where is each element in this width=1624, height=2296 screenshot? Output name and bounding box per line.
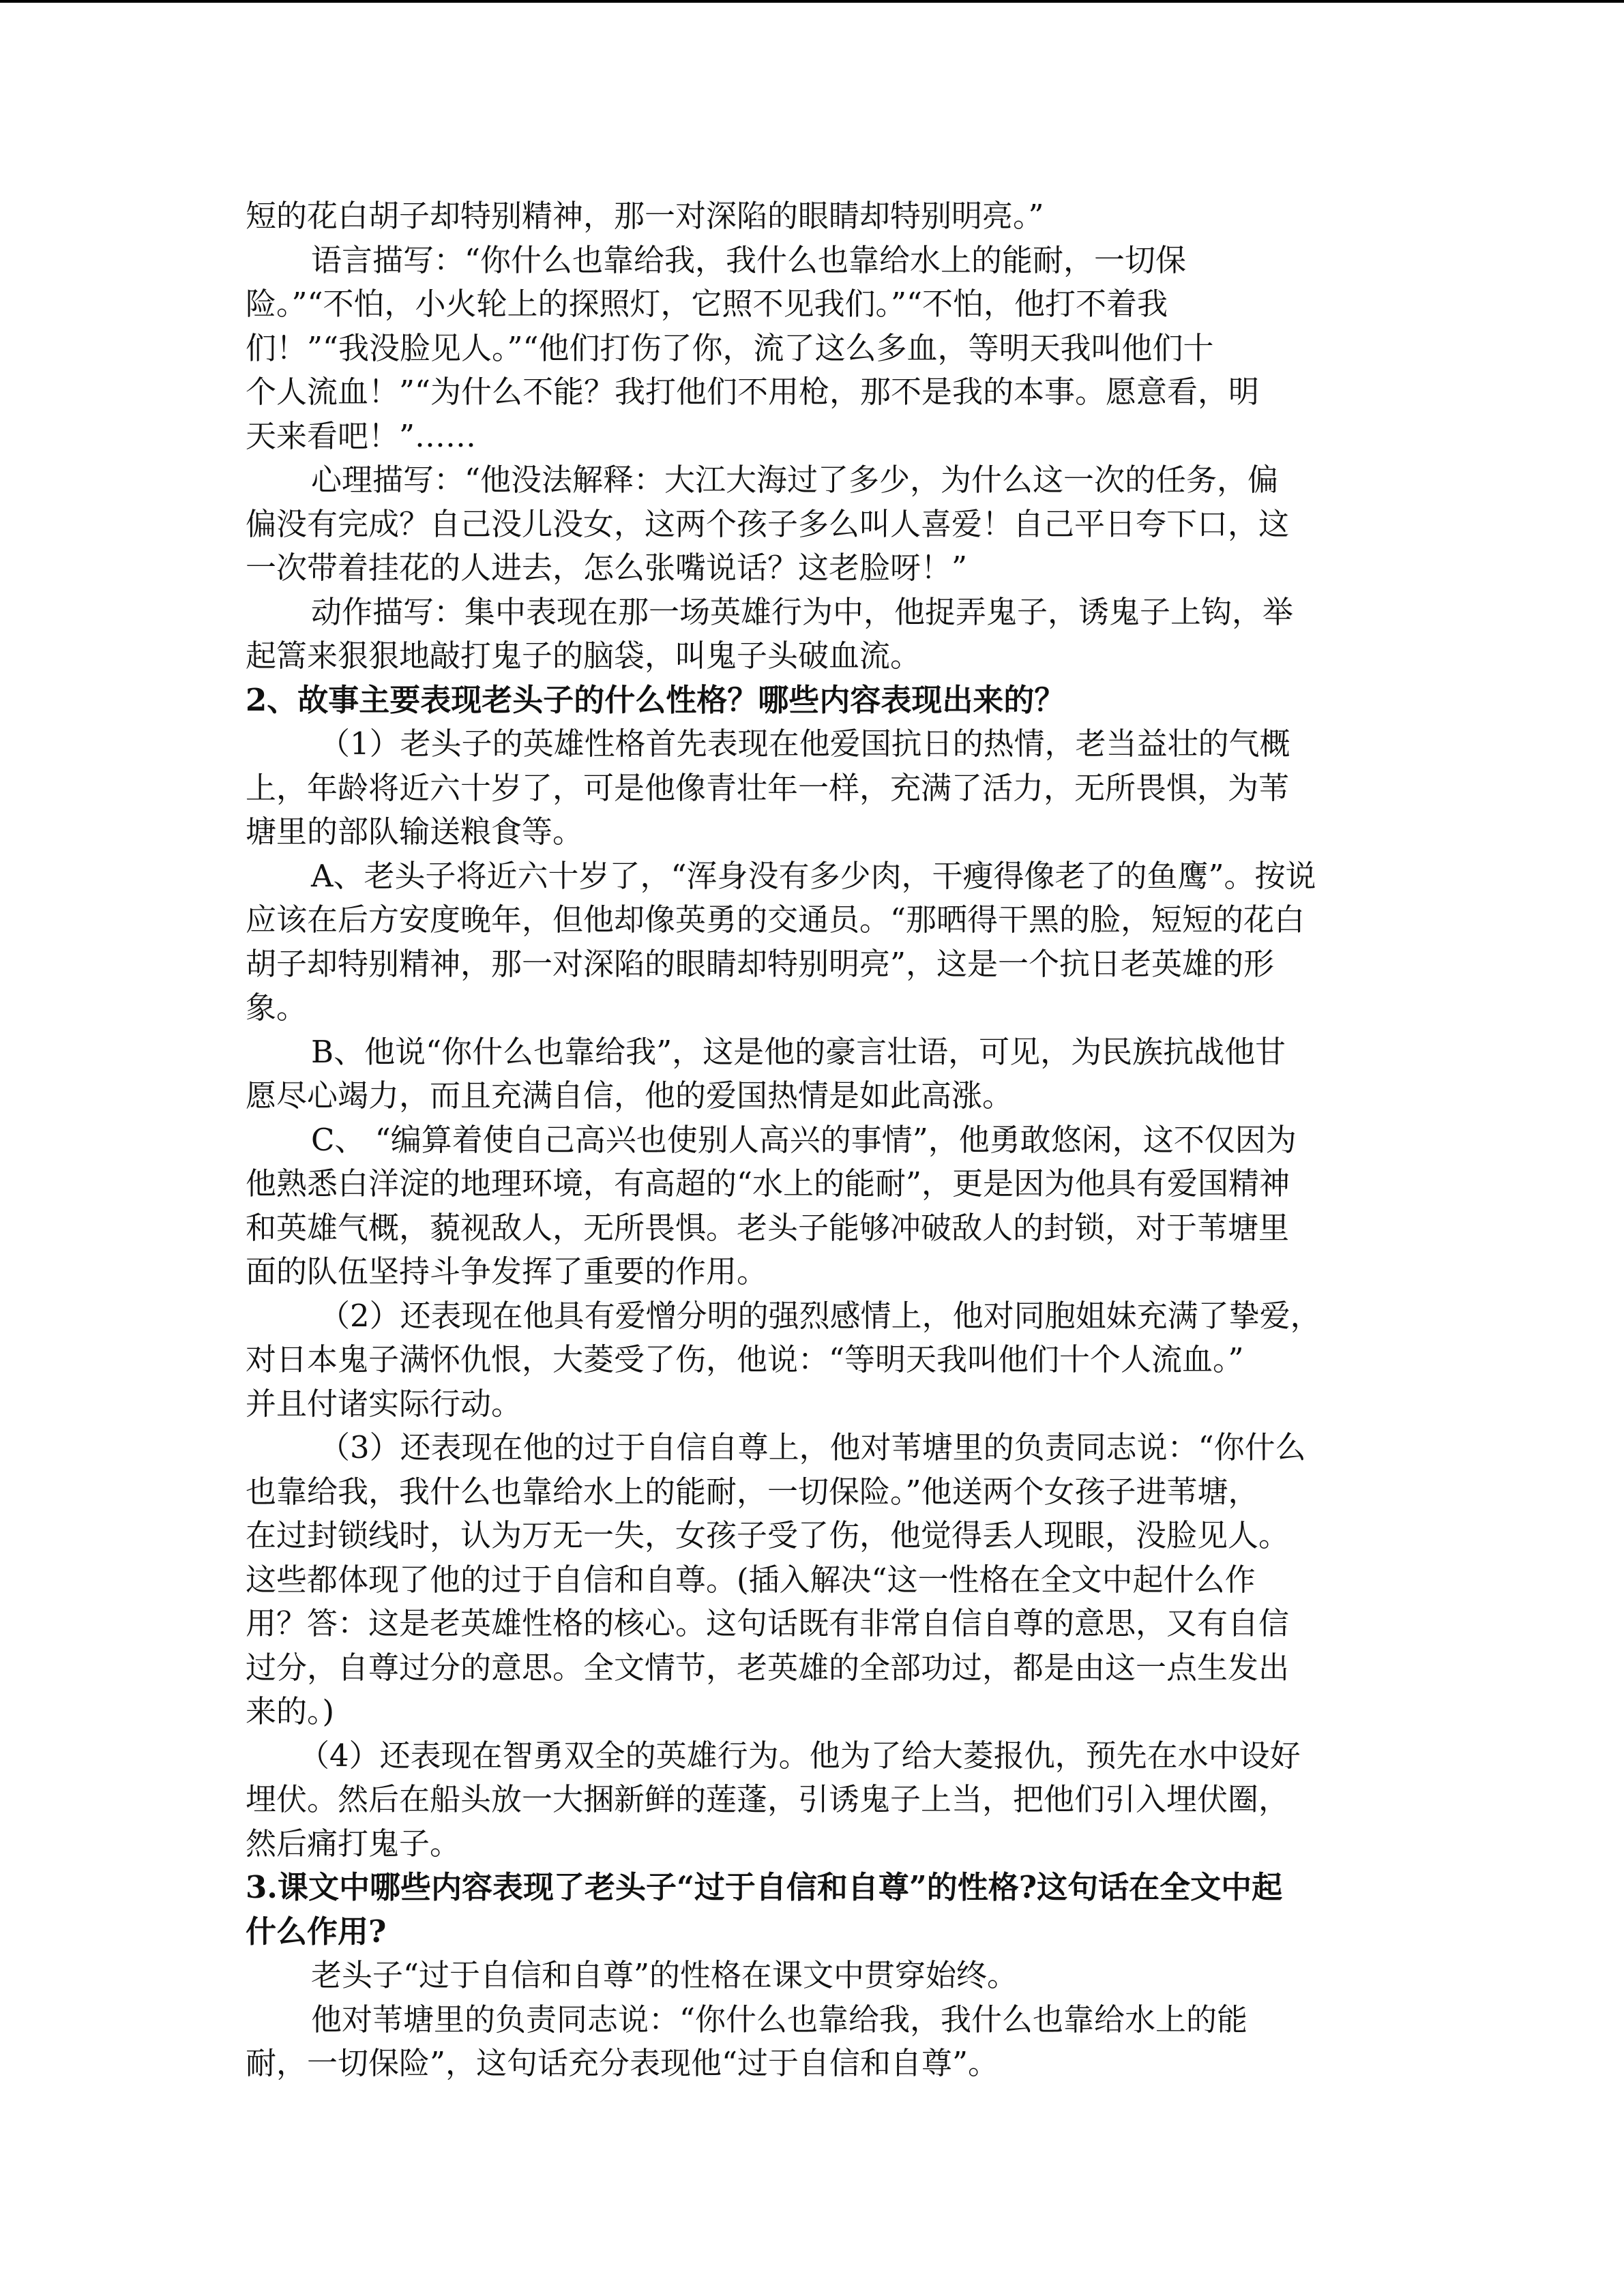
text-line: 面的队伍坚持斗争发挥了重要的作用。 bbox=[246, 1253, 768, 1289]
document-body bbox=[246, 194, 1378, 2086]
paragraph-start-line: 老头子“过于自信和自尊”的性格在课文中贯穿始终。 bbox=[311, 1957, 1018, 1993]
text-line: 短的花白胡子却特别精神，那一对深陷的眼睛却特别明亮。” bbox=[246, 198, 1044, 234]
text-line: 塘里的部队输送粮食等。 bbox=[246, 814, 584, 850]
text-line: 们！”“我没脸见人。”“他们打伤了你，流了这么多血，等明天我叫他们十 bbox=[246, 329, 1214, 366]
top-border-line bbox=[0, 0, 1624, 3]
text-line: 愿尽心竭力，而且充满自信，他的爱国热情是如此高涨。 bbox=[246, 1077, 1014, 1114]
text-line: 耐，一切保险”，这句话充分表现他“过于自信和自尊”。 bbox=[246, 2045, 999, 2081]
text-line: 对日本鬼子满怀仇恨，大菱受了伤，他说：“等明天我叫他们十个人流血。” bbox=[246, 1341, 1244, 1377]
text-line: 应该在后方安度晚年，但他却像英勇的交通员。“那晒得干黑的脸，短短的花白 bbox=[246, 901, 1305, 938]
numbered-point-line: （3）还表现在他的过于自信自尊上，他对苇塘里的负责同志说：“你什么 bbox=[319, 1429, 1306, 1465]
numbered-point-line: （1）老头子的英雄性格首先表现在他爱国抗日的热情，老当益壮的气概 bbox=[319, 726, 1290, 762]
text-line: 过分，自尊过分的意思。全文情节，老英雄的全部功过，都是由这一点生发出 bbox=[246, 1649, 1290, 1686]
text-line: 用？答：这是老英雄性格的核心。这句话既有非常自信自尊的意思，又有自信 bbox=[246, 1605, 1290, 1641]
text-line: 险。”“不怕，小火轮上的探照灯，它照不见我们。”“不怕，他打不着我 bbox=[246, 286, 1168, 322]
text-line: 象。 bbox=[246, 989, 308, 1026]
text-line: 并且付诸实际行动。 bbox=[246, 1385, 522, 1422]
text-line: 胡子却特别精神，那一对深陷的眼睛却特别明亮”，这是一个抗日老英雄的形 bbox=[246, 945, 1275, 982]
numbered-point-line: （4）还表现在智勇双全的英雄行为。他为了给大菱报仇，预先在水中设好 bbox=[299, 1737, 1301, 1774]
paragraph-start-line: 语言描写：“你什么也靠给我，我什么也靠给水上的能耐，一切保 bbox=[311, 241, 1187, 278]
question-heading-line: 什么作用? bbox=[246, 1913, 387, 1950]
text-line: 这些都体现了他的过于自信和自尊。(插入解决“这一性格在全文中起什么作 bbox=[246, 1561, 1256, 1598]
text-line: 在过封锁线时，认为万无一失，女孩子受了伤，他觉得丢人现眼，没脸见人。 bbox=[246, 1517, 1290, 1553]
text-line: 然后痛打鬼子。 bbox=[246, 1825, 461, 1862]
paragraph-start-line: 动作描写：集中表现在那一场英雄行为中，他捉弄鬼子，诱鬼子上钩，举 bbox=[311, 593, 1294, 630]
text-line: 偏没有完成？自己没儿没女，这两个孩子多么叫人喜爱！自己平日夸下口，这 bbox=[246, 505, 1290, 542]
text-line: 个人流血！”“为什么不能？我打他们不用枪，那不是我的本事。愿意看，明 bbox=[246, 374, 1260, 410]
question-heading-line: 2、故事主要表现老头子的什么性格？哪些内容表现出来的？ bbox=[246, 681, 1065, 718]
text-line: 也靠给我，我什么也靠给水上的能耐，一切保险。”他送两个女孩子进苇塘， bbox=[246, 1473, 1259, 1510]
text-line: 天来看吧！”…… bbox=[246, 417, 477, 454]
paragraph-start-line: 他对苇塘里的负责同志说：“你什么也靠给我，我什么也靠给水上的能 bbox=[311, 2001, 1248, 2038]
text-line: 起篙来狠狠地敲打鬼子的脑袋，叫鬼子头破血流。 bbox=[246, 638, 921, 674]
text-line: 一次带着挂花的人进去，怎么张嘴说话？这老脸呀！” bbox=[246, 550, 968, 586]
text-line: 埋伏。然后在船头放一大捆新鲜的莲蓬，引诱鬼子上当，把他们引入埋伏圈， bbox=[246, 1781, 1290, 1817]
paragraph-start-line: A、老头子将近六十岁了，“浑身没有多少肉，干瘦得像老了的鱼鹰”。按说 bbox=[311, 857, 1316, 894]
paragraph-start-line: 心理描写：“他没法解释：大江大海过了多少，为什么这一次的任务，偏 bbox=[311, 462, 1279, 498]
text-line: 来的。) bbox=[246, 1693, 335, 1729]
text-line: 他熟悉白洋淀的地理环境，有高超的“水上的能耐”，更是因为他具有爱国精神 bbox=[246, 1165, 1290, 1202]
text-line: 上，年龄将近六十岁了，可是他像青壮年一样，充满了活力，无所畏惧，为苇 bbox=[246, 769, 1290, 806]
text-line: 和英雄气概，藐视敌人，无所畏惧。老头子能够冲破敌人的封锁，对于苇塘里 bbox=[246, 1209, 1290, 1246]
numbered-point-line: （2）还表现在他具有爱憎分明的强烈感情上，他对同胞姐妹充满了挚爱， bbox=[319, 1297, 1321, 1334]
question-heading-line: 3.课文中哪些内容表现了老头子“过于自信和自尊”的性格?这句话在全文中起 bbox=[246, 1869, 1283, 1905]
paragraph-start-line: B、他说“你什么也靠给我”，这是他的豪言壮语，可见，为民族抗战他甘 bbox=[311, 1033, 1286, 1070]
paragraph-start-line: C、 “编算着使自己高兴也使别人高兴的事情”，他勇敢悠闲，这不仅因为 bbox=[311, 1121, 1297, 1158]
